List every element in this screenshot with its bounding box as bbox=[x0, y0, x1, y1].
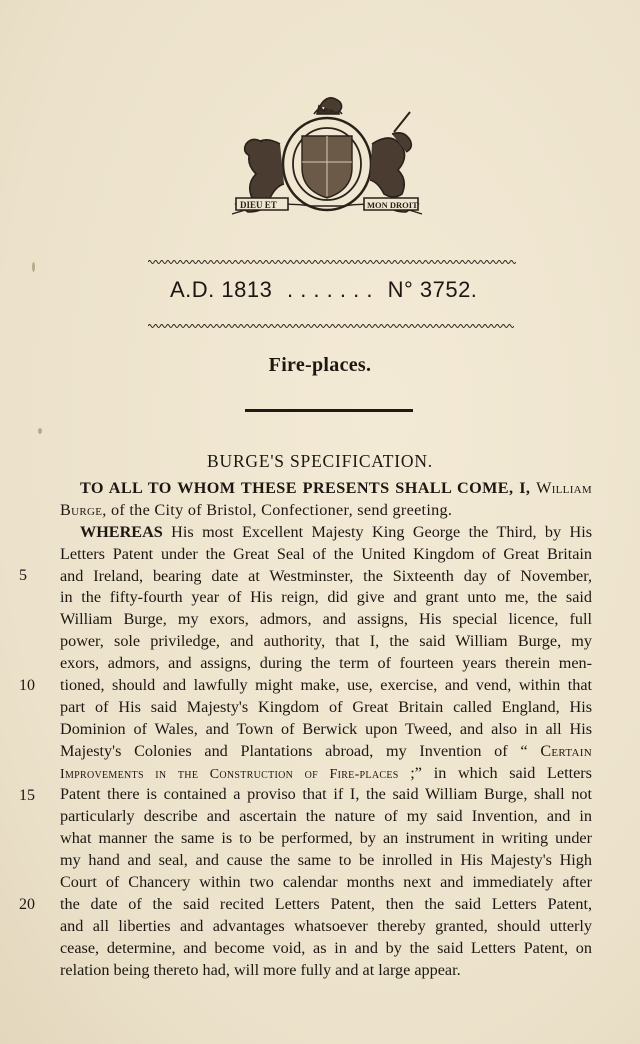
paper-speck bbox=[32, 262, 35, 272]
line-number: 15 bbox=[19, 787, 35, 804]
body-line: part of His said Majesty's Kingdom of Great Britain called England, His bbox=[60, 697, 592, 716]
body-line: in the fifty-fourth year of His reign, did give and grant unto me, the said bbox=[60, 588, 592, 607]
body-line: Dominion of Wales, and Town of Berwick upon Tweed, and also in all His bbox=[60, 719, 592, 738]
royal-coat-of-arms-seal bbox=[222, 86, 432, 228]
line-number: 5 bbox=[19, 567, 27, 584]
body-line-text: His most Excellent Majesty King George the Third, by His bbox=[162, 522, 592, 541]
body-line: exors, admors, and assigns, during the term of fourteen years therein men- bbox=[60, 654, 592, 673]
specification-body bbox=[60, 478, 592, 981]
whereas-word: WHEREAS bbox=[80, 522, 163, 541]
body-line: my hand and seal, and cause the same to be inrolled in His Majesty's High bbox=[60, 851, 592, 870]
body-line: cease, determine, and become void, as in and by the said Letters Patent, on bbox=[60, 938, 592, 957]
body-line: the date of the said recited Letters Patent, then the said Letters Patent, bbox=[60, 894, 592, 913]
body-line bbox=[60, 500, 592, 522]
body-line: Letters Patent under the Great Seal of the United Kingdom of Great Britain bbox=[60, 544, 592, 563]
body-line: William Burge, my exors, admors, and assigns, His special licence, full bbox=[60, 610, 592, 629]
body-line: what manner the same is to be performed, by an instrument in writing under bbox=[60, 829, 592, 848]
svg-text:DIEU ET: DIEU ET bbox=[240, 200, 277, 210]
invention-title: Certain bbox=[540, 741, 592, 760]
line-number: 20 bbox=[19, 896, 35, 913]
body-line: and all liberties and advantages whatsoever thereby granted, should utterly bbox=[60, 916, 592, 935]
wavy-rule-top bbox=[148, 258, 516, 266]
patent-heading bbox=[170, 277, 510, 303]
body-line bbox=[60, 741, 592, 763]
paper-speck bbox=[38, 428, 42, 434]
body-line: particularly describe and ascertain the nature of my said Invention, and in bbox=[60, 807, 592, 826]
body-line: and Ireland, bearing date at Westminster, the Sixteenth day of November, bbox=[60, 566, 592, 585]
opening-phrase: TO ALL TO WHOM THESE PRESENTS SHALL COME, I, bbox=[80, 479, 537, 497]
body-line bbox=[60, 522, 592, 544]
body-line: relation being thereto had, will more fully and at large appear. bbox=[60, 960, 461, 979]
body-line bbox=[60, 478, 592, 500]
specification-heading: BURGE'S SPECIFICATION. bbox=[207, 451, 433, 471]
body-line: tioned, should and lawfully might make, use, exercise, and vend, within that bbox=[60, 676, 592, 695]
body-line-text: Majesty's Colonies and Plantations abroad, my Invention of “ bbox=[60, 741, 541, 760]
body-line: Court of Chancery within two calendar months next and immediately after bbox=[60, 873, 592, 892]
patent-year: A.D. 1813 bbox=[170, 277, 273, 302]
body-line: Patent there is contained a proviso that if I, the said William Burge, shall not bbox=[60, 785, 592, 804]
invention-title: Improvements in the Construction of Fire-places bbox=[60, 766, 399, 782]
line-number: 10 bbox=[19, 677, 35, 694]
body-line-text: , of the City of Bristol, Confectioner, send greeting. bbox=[102, 500, 453, 519]
body-line-text: ;” in which said Letters bbox=[398, 763, 592, 782]
body-line: power, sole priviledge, and authority, that I, the said William Burge, my bbox=[60, 632, 592, 651]
author-surname: Burge bbox=[60, 500, 103, 519]
heading-leader-dots: . . . . . . . bbox=[286, 277, 373, 302]
wavy-rule-bottom bbox=[148, 322, 514, 330]
body-line bbox=[60, 763, 592, 785]
title-rule bbox=[245, 409, 413, 412]
author-first-name: William bbox=[536, 479, 592, 497]
svg-text:MON DROIT: MON DROIT bbox=[367, 200, 418, 210]
document-title: Fire-places. bbox=[268, 354, 372, 376]
patent-number: N° 3752. bbox=[387, 277, 478, 302]
